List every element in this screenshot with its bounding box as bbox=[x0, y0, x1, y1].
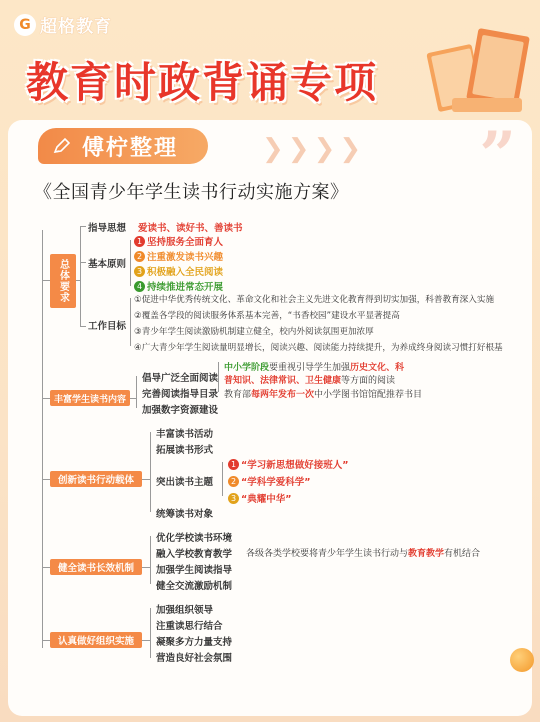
goal-item: ②覆盖各学段的阅读服务体系基本完善，“书香校园”建设水平显著提高 bbox=[134, 311, 400, 321]
connector bbox=[136, 376, 137, 408]
chevron-decoration-icon: ❯ ❯ ❯ ❯ bbox=[262, 134, 362, 164]
guiding-label: 指导思想 bbox=[88, 223, 127, 234]
mechanism-item: 融入学校教育教学 bbox=[156, 549, 233, 560]
page-title: 教育时政背诵专项 bbox=[26, 58, 379, 107]
pen-icon bbox=[52, 136, 72, 156]
connector bbox=[218, 362, 219, 392]
connector bbox=[142, 567, 150, 568]
goal-item: ③青少年学生阅读激励机制建立健全，校内外阅读氛围更加浓厚 bbox=[134, 327, 374, 337]
theme-item: 2 “学科学爱科学” bbox=[228, 474, 311, 488]
connector bbox=[150, 432, 151, 512]
theme-item: 1 “学习新思想做好接班人” bbox=[228, 457, 349, 471]
innovate-item: 统筹读书对象 bbox=[156, 509, 214, 520]
innovate-item: 丰富读书活动 bbox=[156, 429, 214, 440]
content-card bbox=[8, 120, 532, 716]
connector bbox=[130, 240, 131, 286]
connector bbox=[130, 398, 136, 399]
brand-logo[interactable] bbox=[14, 12, 112, 37]
innovate-item: 突出读书主题 bbox=[156, 477, 214, 488]
quote-icon: ” bbox=[479, 118, 516, 193]
content-note-1: 中小学阶段要重视引导学生加强历史文化、科 bbox=[224, 363, 405, 373]
mechanism-item: 加强学生阅读指导 bbox=[156, 565, 233, 576]
content-item: 倡导广泛全面阅读 bbox=[142, 373, 219, 384]
content-item: 完善阅读指导目录 bbox=[142, 389, 219, 400]
organize-item: 凝聚多方力量支持 bbox=[156, 637, 233, 648]
organize-item: 营造良好社会氛围 bbox=[156, 653, 233, 664]
principle-item: 4 持续推进常态开展 bbox=[134, 279, 223, 293]
decorative-ball-icon bbox=[510, 648, 534, 672]
connector bbox=[222, 462, 223, 496]
connector bbox=[150, 536, 151, 584]
content-item: 加强数字资源建设 bbox=[142, 405, 219, 416]
connector bbox=[76, 280, 80, 281]
principles-label: 基本原则 bbox=[88, 259, 127, 270]
guiding-value: 爱读书、读好书、善读书 bbox=[138, 223, 243, 234]
section-box-organize: 认真做好组织实施 bbox=[50, 632, 142, 648]
books-illustration-icon bbox=[422, 18, 532, 128]
principle-item: 2 注重激发读书兴趣 bbox=[134, 249, 223, 263]
principle-item: 1 坚持服务全面育人 bbox=[134, 234, 223, 248]
principle-item: 3 积极融入全民阅读 bbox=[134, 264, 223, 278]
brand-icon: G bbox=[14, 14, 36, 36]
content-note-1-cont: 普知识、法律常识、卫生健康等方面的阅读 bbox=[224, 376, 396, 386]
goal-item: ④广大青少年学生阅读量明显增长，阅读兴趣、阅读能力持续提升，为养成终身阅读习惯打好根基 bbox=[134, 343, 503, 353]
header bbox=[0, 0, 540, 140]
innovate-item: 拓展读书形式 bbox=[156, 445, 214, 456]
section-box-overall: 总体要求 bbox=[50, 254, 76, 308]
document-title: 《全国青少年学生读书行动实施方案》 bbox=[34, 182, 349, 203]
section-box-content: 丰富学生读书内容 bbox=[50, 390, 130, 406]
goals-label: 工作目标 bbox=[88, 321, 127, 332]
content-note-2: 教育部每两年发布一次中小学图书馆馆配推荐书目 bbox=[224, 390, 423, 400]
connector bbox=[80, 226, 86, 227]
organize-item: 加强组织领导 bbox=[156, 605, 214, 616]
connector bbox=[142, 479, 150, 480]
connector bbox=[80, 262, 86, 263]
theme-item: 3 “典耀中华” bbox=[228, 491, 292, 505]
connector bbox=[80, 226, 81, 326]
mechanism-item: 优化学校读书环境 bbox=[156, 533, 233, 544]
connector bbox=[42, 280, 50, 281]
connector bbox=[150, 608, 151, 658]
tree-spine bbox=[42, 230, 43, 648]
connector bbox=[80, 326, 86, 327]
section-box-mechanism: 健全读书长效机制 bbox=[50, 559, 142, 575]
connector bbox=[42, 479, 50, 480]
connector bbox=[130, 298, 131, 346]
mechanism-note: 各级各类学校要将青少年学生读书行动与教育教学有机结合 bbox=[246, 549, 481, 559]
section-box-innovate: 创新读书行动载体 bbox=[50, 471, 142, 487]
connector bbox=[42, 640, 50, 641]
section-tag bbox=[38, 128, 208, 164]
organize-item: 注重读思行结合 bbox=[156, 621, 223, 632]
brand-name: 超格教育 bbox=[40, 17, 112, 37]
connector bbox=[42, 398, 50, 399]
section-tag-label: 傅柠整理 bbox=[82, 135, 179, 161]
mechanism-item: 健全交流激励机制 bbox=[156, 581, 233, 592]
goal-item: ①促进中华优秀传统文化、革命文化和社会主义先进文化教育得到切实加强，科普教育深入实施 bbox=[134, 295, 495, 305]
connector bbox=[142, 640, 150, 641]
connector bbox=[42, 567, 50, 568]
